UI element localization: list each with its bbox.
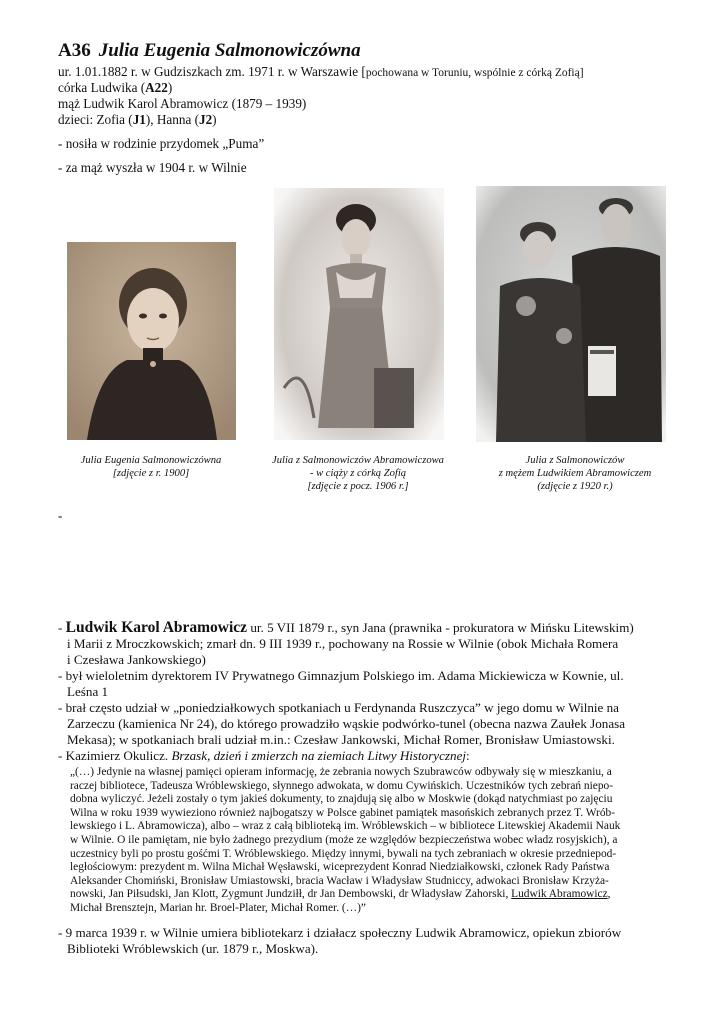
children-line (58, 112, 217, 128)
caption-photo-2-line1: Julia z Salmonowiczów Abramowiczowa (272, 455, 444, 466)
quote-underlined-name: Ludwik Abramowicz (511, 888, 608, 901)
nickname-note: - nosiła w rodzinie przydomek „Puma” (58, 136, 265, 151)
quote-line: raczej bibliotece, Tadeusza Wróblewskiego, słynnego adwokata, w domu Cywińskich. Uczestników tych zebrań niepo- (70, 779, 614, 792)
person-name: Julia Eugenia Salmonowiczówna (98, 40, 361, 61)
empty-bullet: - (58, 508, 63, 523)
meetings-line3: Mekasa); w spotkaniach brali udział m.in.: Czesław Jankowski, Michał Romer, Bronisław Umiastowski. (67, 732, 615, 747)
birth-death-text: ur. 1.01.1882 r. w Gudziszkach zm. 1971 r. w Warszawie [ (58, 64, 366, 79)
marriage-note: - za mąż wyszła w 1904 r. w Wilnie (58, 160, 247, 175)
caption-photo-3-line2: z mężem Ludwikiem Abramowiczem (498, 468, 652, 479)
husband-bio-rest: ur. 5 VII 1879 r., syn Jana (prawnika - prokuratora w Mińsku Litewskim) (247, 620, 634, 635)
okulicz-author: - Kazimierz Okulicz. (58, 748, 172, 763)
child2-code: J2 (198, 112, 213, 127)
photo-portrait-1900 (67, 242, 236, 440)
director-line1: - był wieloletnim dyrektorem IV Prywatnego Gimnazjum Polskiego im. Adama Mickiewicza w Kownie, ul. (58, 668, 624, 683)
death-paragraph (58, 925, 688, 957)
meetings-line1: - brał często udział w „poniedziałkowych spotkaniach u Ferdynanda Ruszczyca” w jego domu w Wilnie na (58, 700, 619, 715)
caption-photo-3-line1: Julia z Salmonowiczów (525, 455, 625, 466)
burial-note: pochowana w Toruniu, wspólnie z córką Zofią] (365, 67, 584, 79)
quote-line: lewskiego i L. Abramowicza), albo – wraz z całą biblioteką im. Wróblewskich – w bibliotece Litewskiej Akademii Nauk (70, 820, 621, 833)
child1-code: J1 (132, 112, 146, 127)
photo-couple-1920 (476, 186, 666, 442)
quote-comma: , (607, 888, 611, 901)
caption-photo-2-line3: [zdjęcie z pocz. 1906 r.] (307, 481, 409, 492)
husband-line: mąż Ludwik Karol Abramowicz (1879 – 1939) (58, 96, 307, 111)
quote-line: uczestnicy byli po prostu gośćmi T. Wróblewskiego. Między innymi, bywali na tych zebraniach w okresie przedniepod- (70, 847, 617, 860)
director-line2: Leśna 1 (67, 684, 109, 699)
okulicz-colon: : (466, 748, 470, 763)
entry-code: A36 (58, 40, 91, 61)
death-line2: Biblioteki Wróblewskich (ur. 1879 r., Moskwa). (67, 941, 319, 956)
photo-pregnant-1906 (274, 188, 444, 440)
children-mid: ), Hanna ( (145, 112, 199, 127)
children-prefix: dzieci: Zofia ( (58, 112, 133, 127)
caption-photo-3-line3: (zdjęcie z 1920 r.) (537, 481, 613, 492)
parent-code: A22 (145, 80, 168, 95)
quote-line: ległościowym: prezydent m. Wilna Michał Węsławski, wiceprezydent Konrad Niedziałkowski, członek Rady Państwa (70, 861, 610, 874)
husband-bio-paragraph (58, 620, 688, 764)
bullet-dash: - (58, 620, 66, 635)
husband-bio-line3: i Czesława Jankowskiego) (67, 652, 206, 667)
quote-line-last: Michał Brensztejn, Marian hr. Broel-Plater, Michał Romer. (…)” (70, 901, 366, 914)
daughter-prefix: córka Ludwika ( (58, 80, 146, 95)
daughter-suffix: ) (167, 80, 173, 95)
quote-line: „(…) Jedynie na własnej pamięci opieram informację, że zebrania nowych Szubrawców odbywały się w mieszkaniu, a (70, 766, 612, 778)
page-title (58, 40, 361, 62)
quote-line: Wilna w roku 1939 wywieziono również najbogatszy w Polsce gabinet pamiątek masońskich zebranych przez T. Wrób- (70, 806, 616, 819)
children-suffix: ) (212, 112, 217, 127)
okulicz-quote (70, 766, 694, 916)
quote-line-underlined (70, 888, 694, 902)
daughter-of-line (58, 80, 172, 96)
death-line1: - 9 marca 1939 r. w Wilnie umiera bibliotekarz i działacz społeczny Ludwik Abramowicz, opiekun zbiorów (58, 925, 622, 940)
caption-photo-3 (470, 454, 680, 493)
quote-line: Aleksander Chomiński, Bronisław Umiastowski, bracia Wacław i Władysław Studniccy, adwokaci Bronisław Krzyża- (70, 874, 609, 887)
husband-bio-line1 (58, 620, 688, 636)
quote-line-text: nowski, Jan Piłsudski, Jan Klott, Zygmunt Jundziłł, dr Jan Dembowski, dr Władysław Zahorski, (70, 888, 512, 901)
okulicz-citation (58, 748, 688, 764)
husband-bio-line2: i Marii z Mroczkowskich; zmarł dn. 9 III 1939 r., pochowany na Rossie w Wilnie (obok Michała Romera (67, 636, 619, 651)
meetings-line2: Zarzeczu (kamienica Nr 24), do którego prowadziło wąskie podwórko-tunel (obecna nazwa Zaułek Jonasa (67, 716, 626, 731)
quote-line: dobna wyliczyć. Jeżeli zostały o tym jakieś dokumenty, to znajdują się albo w Moskwie (dokąd natychmiast po zajęciu (70, 793, 613, 806)
husband-name: Ludwik Karol Abramowicz (65, 619, 248, 636)
birth-death-line (58, 64, 584, 81)
caption-photo-1-line2: [zdjęcie z r. 1900] (112, 468, 190, 479)
caption-photo-1 (55, 454, 247, 480)
quote-line: w Wilnie. O ile pamiętam, nie było żadnego prezydium (może ze względów bezpieczeństwa wobec władz rosyjskich), a (70, 833, 618, 846)
caption-photo-1-line1: Julia Eugenia Salmonowiczówna (80, 455, 222, 466)
caption-photo-2-line2: - w ciąży z córką Zofią (309, 468, 407, 479)
okulicz-book-title: Brzask, dzień i zmierzch na ziemiach Litwy Historycznej (171, 748, 467, 763)
caption-photo-2 (252, 454, 464, 493)
